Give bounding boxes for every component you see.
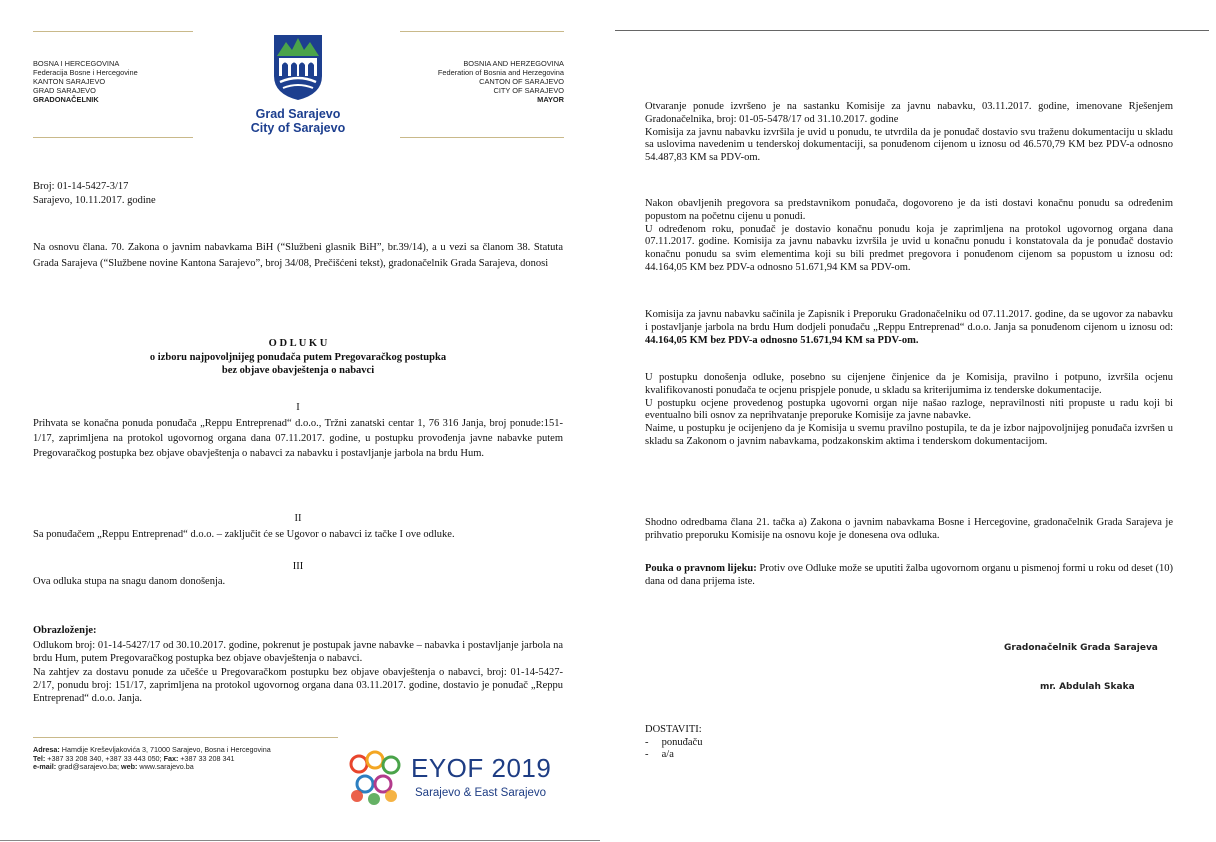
footer-contact — [33, 746, 333, 772]
header-right-line: CITY OF SARAJEVO — [493, 86, 564, 95]
distribution-heading: DOSTAVITI: — [645, 724, 702, 735]
section-number: II — [294, 513, 302, 524]
header-right-line: MAYOR — [537, 95, 564, 104]
opening-paragraph — [645, 101, 1173, 165]
preamble-paragraph: Na osnovu člana. 70. Zakona o javnim nabavkama BiH (“Službeni glasnik BiH”, br.39/14), a u vezi sa članom 38. Statuta Grada Sarajeva (“Službene novine Kantona Sarajevo”, broj 34/08, Prečišćeni tekst), gradonačelnik Grada Sarajeva, donosi — [33, 242, 563, 269]
header-left-line: GRADONAČELNIK — [33, 95, 99, 104]
header-right-line: BOSNIA AND HERZEGOVINA — [463, 59, 564, 68]
page-bottom-edge — [0, 840, 600, 841]
header-right-line: Federation of Bosnia and Herzegovina — [437, 68, 564, 77]
header-rule-bottom-left — [33, 137, 193, 138]
section-text: Ova odluka stupa na snagu danom donošenja. — [33, 576, 226, 587]
recommendation-text: Komisija za javnu nabavku sačinila je Zapisnik i Preporuku Gradonačelniku od 07.11.2017. godine, da se ugovor za nabavku i postavljanje jarbola na brdu Hum dodjeli ponuđaču „Reppu Entreprenad“ d.o.o. Janja sa ponuđenom cijenom u iznosu od: — [645, 309, 1173, 333]
footer-email-label: e-mail: — [33, 762, 57, 772]
distribution-item: - ponuđaču — [645, 736, 703, 748]
document-meta — [33, 180, 333, 208]
footer-web-value: www.sarajevo.ba — [137, 762, 194, 772]
signature-title: Gradonačelnik Grada Sarajeva — [1004, 643, 1158, 653]
header-right-line: CANTON OF SARAJEVO — [479, 77, 564, 86]
logo-title-local: Grad Sarajevo — [255, 107, 341, 121]
section-text: Sa ponuđačem „Reppu Entreprenad“ d.o.o. – zaključit će se Ugovor o nabavci iz tačke I ove odluke. — [33, 529, 455, 540]
legal-basis-paragraph: Shodno odredbama člana 21. tačka a) Zakona o javnim nabavkama Bosne i Hercegovine, gradonačelnik Grada Sarajeva je prihvatio preporuku Komisije na osnovu koje je donesena ova odluka. — [645, 517, 1173, 541]
explanation-heading: Obrazloženje: — [33, 625, 97, 636]
city-coat-of-arms-icon — [271, 32, 325, 102]
eyof-title: EYOF 2019 — [411, 753, 552, 783]
document-page-1 — [0, 0, 600, 842]
footer-tel-value: +387 33 208 340, +387 33 443 050; — [45, 753, 162, 763]
legal-remedy-paragraph — [645, 563, 1173, 589]
recommendation-paragraph — [645, 309, 1173, 347]
document-page-2 — [612, 0, 1216, 842]
header-rule-top-right — [400, 31, 564, 32]
section-number: III — [292, 561, 304, 572]
footer-fax-value: +387 33 208 341 — [178, 753, 235, 763]
distribution-list — [645, 724, 845, 762]
footer-fax-label: Fax: — [163, 753, 179, 763]
decision-title: O D L U K U — [268, 338, 328, 349]
paragraph-line: Naime, u postupku je ocijenjeno da je Komisija u svemu pravilno postupila, te da je izbor najpovoljnijeg ponuđača izvršen u skladu sa Zakonom o javnim nabavkama, podzakonskim aktima i tenderskom dokumentacijom. — [645, 423, 1173, 447]
document-number: Broj: 01-14-5427-3/17 — [33, 181, 129, 192]
eyof-logo — [345, 748, 565, 808]
signature-name: mr. Abdulah Skaka — [1040, 682, 1135, 692]
header-left-line: KANTON SARAJEVO — [33, 77, 106, 86]
paragraph-line: Otvaranje ponude izvršeno je na sastanku Komisije za javnu nabavku, 03.11.2017. godine, imenovane Rješenjem Gradonačelnika, broj: 01-05-5478/17 od 31.10.2017. godine — [645, 101, 1173, 125]
explanation-line: Na zahtjev za dostavu ponude za učešće u Pregovaračkom postupku bez objave obavještenja o nabavci, broj: 01-14-5427-2/17, ponudu broj: 151/17, zaprimljena na protokol ugovornog organa dana 03.11.2017. godine, dostavio je ponuđač „Reppu Entreprenad“ d.o.o. Janja. — [33, 666, 563, 705]
section-number: I — [296, 402, 300, 413]
logo-title-english: City of Sarajevo — [250, 121, 346, 135]
explanation-line: Odlukom broj: 01-14-5427/17 od 30.10.2017. godine, pokrenut je postupak javne nabavke – nabavka i postavljanje jarbola na brdu Hum, putem Pregovaračkog postupka bez objave obavještenja o nabavci. — [33, 640, 563, 665]
distribution-item: - a/a — [645, 749, 674, 760]
paragraph-line: U određenom roku, ponuđač je dostavio konačnu ponudu koja je zaprimljena na protokol ugovornog organa dana 07.11.2017. godine. Komisija za javnu nabavku izvršila je uvid u konačnu ponudu i konstatovala da je ponuđač dostavio konačnu ponudu sa svim elementima koji su bili predmet pregovora i ponuđenom cijenom sa popustom u iznosu od: 44.164,05 KM bez PDV-a odnosno 51.671,94 KM sa PDV-om. — [645, 223, 1173, 273]
footer-email-value: grad@sarajevo.ba; — [56, 762, 120, 772]
footer-web-label: web: — [121, 762, 138, 772]
header-left-line: Federacija Bosne i Hercegovine — [33, 68, 138, 77]
paragraph-line: U postupku donošenja odluke, posebno su cijenjene činjenice da je Komisija, pravilno i potpuno, izvršila ocjenu kvalifikovanosti ponuđača te ocjenu prispjele ponude, u skladu sa kriterijumima iz tenderske dokumentacije. — [645, 372, 1173, 396]
paragraph-line: Komisija za javnu nabavku izvršila je uvid u ponudu, te utvrdila da je ponuđač dostavio svu traženu dokumentaciju u skladu sa uslovima navedenim u tenderskoj dokumentaciji, sa ponuđenom cijenom u iznosu od 46.570,79 KM bez PDV-a odnosno 54.487,83 KM sa PDV-om. — [645, 126, 1173, 164]
paragraph-line: Nakon obavljenih pregovora sa predstavnikom ponuđača, dogovoreno je da isti dostavi konačnu ponudu sa određenim popustom na početnu cijenu u ponudi. — [645, 198, 1173, 222]
decision-subtitle: o izboru najpovoljnijeg ponuđača putem Pregovaračkog postupka — [149, 351, 447, 363]
legal-remedy-label: Pouka o pravnom lijeku: — [645, 563, 757, 574]
explanation-paragraph — [33, 639, 563, 705]
footer-address-value: Hamdije Kreševljakovića 3, 71000 Sarajevo, Bosna i Hercegovina — [59, 745, 271, 754]
header-left-line: GRAD SARAJEVO — [33, 86, 96, 95]
city-logo — [238, 32, 358, 142]
header-left-line: BOSNA I HERCEGOVINA — [33, 59, 120, 68]
recommendation-amount: 44.164,05 KM bez PDV-a odnosno 51.671,94 KM sa PDV-om. — [645, 334, 919, 346]
footer-rule — [33, 737, 338, 738]
decision-heading — [33, 337, 563, 378]
negotiation-paragraph — [645, 198, 1173, 275]
eyof-emblem-icon — [345, 748, 407, 808]
decision-subtitle: bez objave obavještenja o nabavci — [221, 365, 375, 376]
eyof-subtitle: Sarajevo & East Sarajevo — [415, 787, 547, 799]
legal-remedy-text: Protiv ove Odluke može se uputiti žalba ugovornom organu u pismenoj formi u roku od deset (10) dana od dana prijema iste. — [645, 563, 1173, 587]
paragraph-line: U postupku ocjene provedenog postupka ugovorni organ nije našao razloge, nepravilnosti niti propuste u radu koji bi eventualno bili osnov za neprihvatanje preporuke Komisije za javne nabavke. — [645, 397, 1173, 422]
header-left-institution — [33, 59, 203, 104]
footer-web — [33, 763, 333, 772]
header-right-institution — [400, 59, 564, 104]
section-text: Prihvata se konačna ponuda ponuđača „Reppu Entreprenad“ d.o.o., Tržni zanatski centar 1, 76 316 Janja, broj ponude:151-1/17, zaprimljena na protokol ugovornog organa dana 07.11.2017. godine, u postupku provođenja javne nabavke putem Pregovaračkog postupka bez objave obavještenja o nabavci za nabavku i postavljanje jarbola na brdu Hum. — [33, 418, 563, 459]
header-rule-bottom-right — [400, 137, 564, 138]
document-date: Sarajevo, 10.11.2017. godine — [33, 195, 156, 206]
assessment-paragraph — [645, 372, 1173, 449]
footer-tel-label: Tel: — [33, 753, 46, 763]
page-top-edge — [615, 30, 1209, 31]
header-rule-top-left — [33, 31, 193, 32]
footer-address-label: Adresa: — [33, 745, 60, 754]
